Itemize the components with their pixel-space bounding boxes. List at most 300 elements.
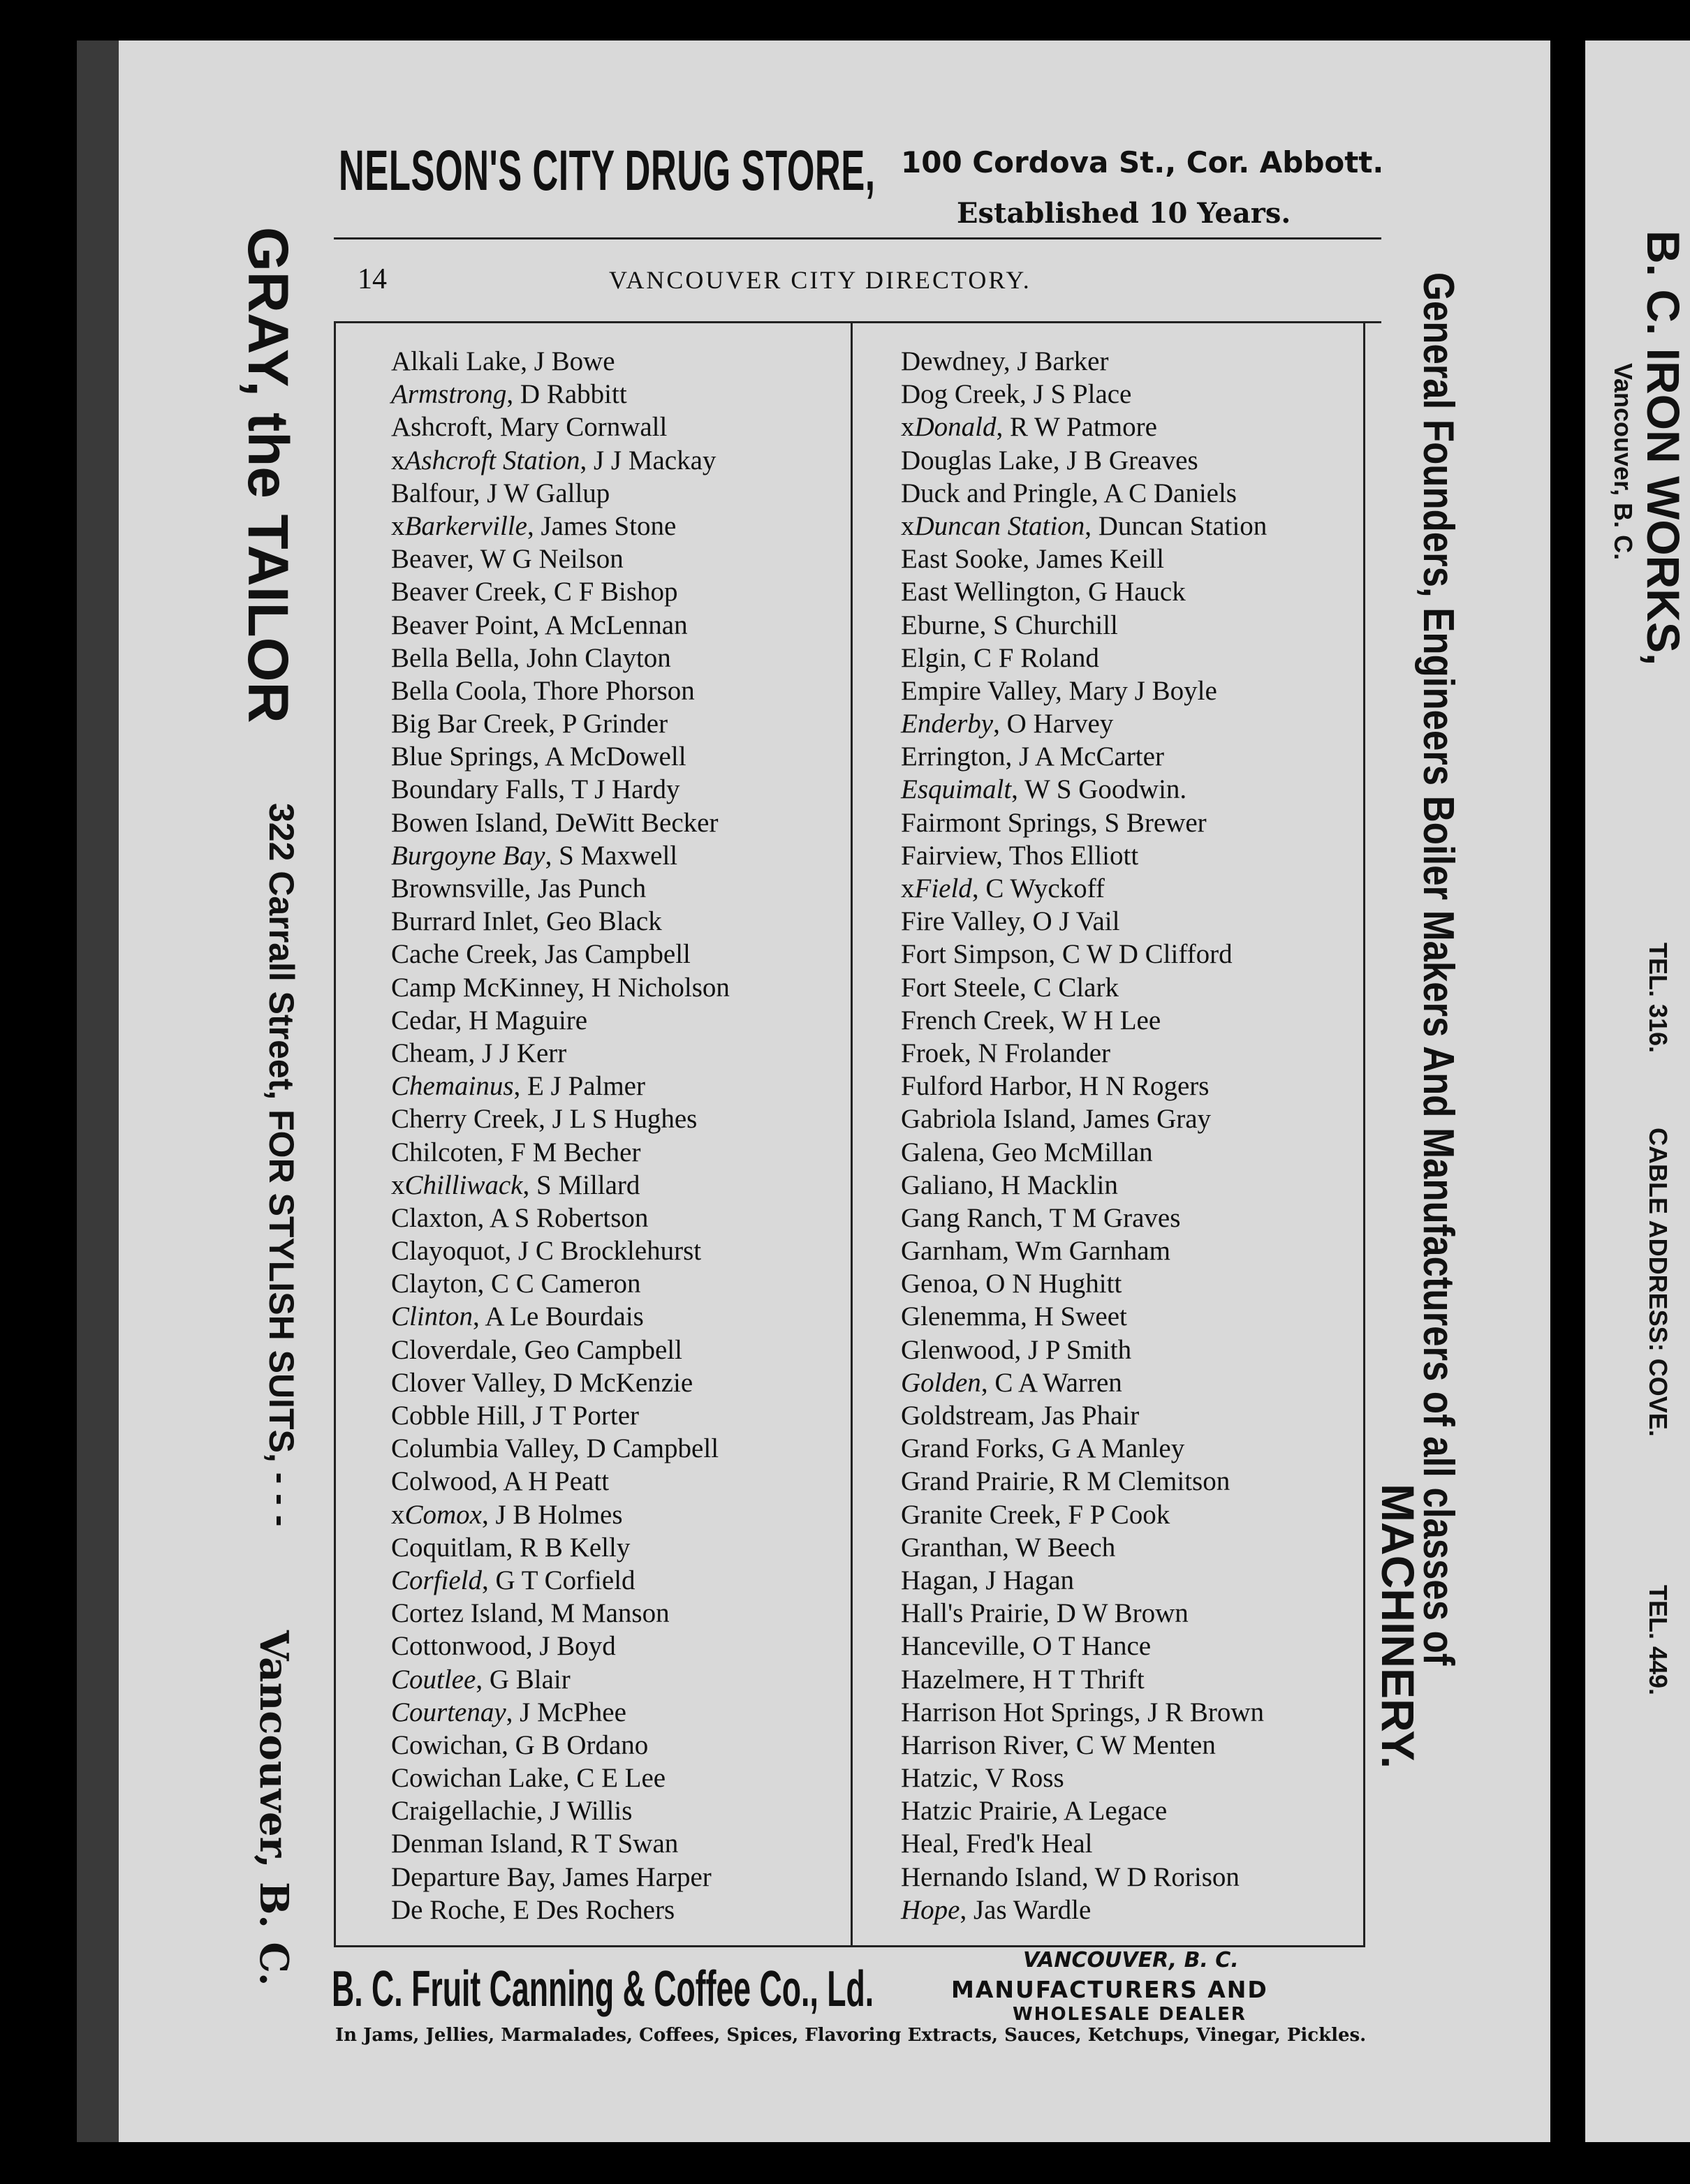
entry-postmaster: H Sweet (1034, 1301, 1127, 1332)
entry-place: Granite Creek (901, 1499, 1055, 1530)
entry-place: Chilliwack (404, 1170, 523, 1200)
entry-place: Hatzic Prairie (901, 1796, 1052, 1827)
entry-place: Cheam (391, 1038, 469, 1068)
entry-postmaster: C E Lee (576, 1763, 666, 1794)
bottom-ad-wholesale: WHOLESALE DEALER (1013, 2004, 1247, 2025)
entry-prefix: x (391, 445, 405, 475)
entry-postmaster: J Bowe (534, 346, 615, 376)
entry-place: Burgoyne Bay (391, 840, 545, 871)
directory-entry: Clinton, A Le Bourdais (391, 1301, 644, 1332)
entry-postmaster: W Beech (1015, 1532, 1116, 1563)
entry-postmaster: D W Brown (1056, 1598, 1189, 1629)
entry-postmaster: S Maxwell (559, 840, 678, 871)
entry-postmaster: A Legace (1063, 1796, 1168, 1827)
entry-postmaster: J J Kerr (481, 1038, 567, 1068)
directory-entry: Heal, Fred'k Heal (901, 1829, 1093, 1859)
entry-place: Empire Valley (901, 675, 1055, 706)
entry-postmaster: Geo Black (546, 906, 662, 937)
directory-entry: Bowen Island, DeWitt Becker (391, 807, 719, 838)
entry-place: Balfour (391, 478, 473, 508)
entry-postmaster: Jas Wardle (973, 1894, 1092, 1925)
entry-postmaster: R B Kelly (520, 1532, 631, 1563)
entry-place: Galena (901, 1137, 978, 1167)
entry-postmaster: O Harvey (1006, 709, 1114, 739)
entry-postmaster: Mary J Boyle (1068, 675, 1217, 706)
entry-postmaster: James Gray (1083, 1104, 1212, 1135)
entry-place: Cottonwood (391, 1631, 526, 1662)
entry-postmaster: James Stone (541, 510, 677, 541)
entry-place: East Sooke (901, 544, 1023, 575)
entry-postmaster: Geo McMillan (991, 1137, 1153, 1167)
entry-postmaster: A McDowell (544, 741, 686, 772)
directory-entry: Cortez Island, M Manson (391, 1598, 670, 1629)
entry-postmaster: John Clayton (526, 642, 671, 673)
entry-place: Craigellachie (391, 1796, 536, 1827)
entry-postmaster: T M Graves (1049, 1202, 1181, 1233)
directory-entry: Esquimalt, W S Goodwin. (901, 774, 1187, 805)
entry-place: Columbia Valley (391, 1433, 573, 1464)
directory-entry: Boundary Falls, T J Hardy (391, 774, 680, 805)
entry-postmaster: D Campbell (586, 1433, 719, 1464)
directory-entry: Harrison Hot Springs, J R Brown (901, 1697, 1265, 1727)
entry-place: Cherry Creek (391, 1104, 539, 1135)
page-number: 14 (358, 263, 387, 295)
entry-prefix: x (391, 1499, 405, 1530)
directory-entry: East Wellington, G Hauck (901, 577, 1186, 607)
entry-postmaster: R T Swan (570, 1829, 679, 1859)
entry-postmaster: S Brewer (1104, 807, 1207, 838)
entry-postmaster: C W D Clifford (1061, 939, 1233, 970)
entry-place: Hernando Island (901, 1861, 1082, 1892)
entry-place: Genoa (901, 1269, 972, 1299)
entry-postmaster: N Frolander (978, 1038, 1111, 1068)
entry-postmaster: O T Hance (1032, 1631, 1152, 1662)
directory-entry: Chilcoten, F M Becher (391, 1137, 641, 1167)
entry-place: Field (914, 873, 972, 903)
entry-place: Clayoquot (391, 1236, 505, 1267)
directory-entry: Fort Simpson, C W D Clifford (901, 939, 1233, 970)
entry-postmaster: J B Greaves (1066, 445, 1198, 475)
directory-entry: Burrard Inlet, Geo Black (391, 906, 662, 937)
entry-place: Dewdney (901, 346, 1004, 376)
directory-entry: Cobble Hill, J T Porter (391, 1401, 639, 1431)
entry-postmaster: J Boyd (539, 1631, 616, 1662)
directory-entry: Hagan, J Hagan (901, 1565, 1075, 1595)
entry-place: Harrison River (901, 1729, 1063, 1760)
entry-postmaster: C W Menten (1075, 1729, 1216, 1760)
bottom-ad-name: B. C. Fruit Canning & Coffee Co., Ld. (332, 1961, 874, 2017)
directory-entry: Departure Bay, James Harper (391, 1861, 712, 1892)
directory-entry: Grand Forks, G A Manley (901, 1433, 1185, 1464)
entry-place: Chemainus (391, 1071, 514, 1102)
entry-postmaster: Wm Garnham (1015, 1236, 1170, 1267)
directory-entry: Galena, Geo McMillan (901, 1137, 1153, 1167)
entry-place: Eburne (901, 610, 980, 640)
entry-place: Donald (914, 412, 997, 443)
directory-entry: Big Bar Creek, P Grinder (391, 709, 668, 739)
entry-place: Fairview (901, 840, 997, 871)
directory-entry: Chemainus, E J Palmer (391, 1071, 645, 1102)
directory-entry: Gabriola Island, James Gray (901, 1104, 1212, 1135)
entry-place: Hanceville (901, 1631, 1019, 1662)
entry-place: Galiano (901, 1170, 987, 1200)
entry-place: Armstrong (391, 379, 507, 410)
entry-place: Bella Bella (391, 642, 513, 673)
entry-place: Hatzic (901, 1763, 972, 1794)
entry-postmaster: W S Goodwin. (1024, 774, 1187, 805)
directory-entry: Eburne, S Churchill (901, 610, 1118, 640)
entry-place: Fort Simpson (901, 939, 1049, 970)
entry-place: Froek (901, 1038, 964, 1068)
entry-place: East Wellington (901, 577, 1075, 607)
strip-telephone-1: TEL. 316. (1644, 943, 1673, 1054)
entry-place: Enderby (901, 709, 994, 739)
entry-postmaster: G Blair (489, 1664, 571, 1695)
directory-entry: Brownsville, Jas Punch (391, 873, 647, 903)
directory-entry: Dog Creek, J S Place (901, 379, 1132, 410)
bottom-ad-manufacturers: MANUFACTURERS AND (951, 1976, 1268, 2003)
directory-entry: Cowichan, G B Ordano (391, 1729, 649, 1760)
entry-place: Bella Coola (391, 675, 521, 706)
directory-entry: Denman Island, R T Swan (391, 1829, 679, 1859)
directory-entry: Empire Valley, Mary J Boyle (901, 675, 1217, 706)
entry-place: Hazelmere (901, 1664, 1019, 1695)
entry-postmaster: E J Palmer (527, 1071, 645, 1102)
directory-entry: Balfour, J W Gallup (391, 478, 610, 508)
directory-entry: Bella Coola, Thore Phorson (391, 675, 695, 706)
entry-postmaster: J McPhee (520, 1697, 626, 1727)
entry-postmaster: James Harper (562, 1861, 712, 1892)
directory-entry: Claxton, A S Robertson (391, 1202, 649, 1233)
entry-prefix: x (391, 1170, 405, 1200)
left-ad-city: Vancouver, B. C. (251, 1630, 297, 1986)
strip-telephone-2: TEL. 449. (1644, 1585, 1673, 1696)
entry-place: Granthan (901, 1532, 1003, 1563)
directory-entry: East Sooke, James Keill (901, 544, 1164, 575)
entry-place: Hope (901, 1894, 960, 1925)
directory-entry: xAshcroft Station, J J Mackay (391, 445, 717, 475)
entry-place: Cowichan (391, 1729, 502, 1760)
directory-entry: Craigellachie, J Willis (391, 1796, 633, 1827)
strip-company-name: B. C. IRON WORKS, (1638, 230, 1689, 666)
entry-place: Denman Island (391, 1829, 557, 1859)
directory-entry: Gang Ranch, T M Graves (901, 1202, 1181, 1233)
entry-postmaster: C Clark (1033, 972, 1119, 1003)
entry-postmaster: A McLennan (544, 610, 688, 640)
directory-entry: Genoa, O N Hughitt (901, 1269, 1122, 1299)
entry-place: Claxton (391, 1202, 478, 1233)
entry-postmaster: J S Place (1033, 379, 1132, 410)
entry-postmaster: Thos Elliott (1008, 840, 1139, 871)
entry-postmaster: W G Neilson (480, 544, 624, 575)
right-ad-machinery: MACHINERY. (1372, 1484, 1424, 1769)
entry-postmaster: J A McCarter (1018, 741, 1164, 772)
directory-entry: Fairview, Thos Elliott (901, 840, 1139, 871)
entry-postmaster: G B Ordano (515, 1729, 649, 1760)
left-ad-main: GRAY, the TAILOR (236, 227, 300, 723)
entry-place: Barkerville (404, 510, 527, 541)
directory-entry: Hazelmere, H T Thrift (901, 1664, 1145, 1695)
directory-entry: Hernando Island, W D Rorison (901, 1861, 1240, 1892)
entry-postmaster: H T Thrift (1032, 1664, 1145, 1695)
entry-postmaster: R M Clemitson (1061, 1466, 1230, 1497)
directory-entry: Beaver, W G Neilson (391, 544, 624, 575)
entry-postmaster: Mary Cornwall (499, 412, 668, 443)
directory-entry: Granthan, W Beech (901, 1532, 1116, 1563)
entry-postmaster: F M Becher (510, 1137, 641, 1167)
entry-postmaster: Jas Punch (538, 873, 647, 903)
entry-postmaster: G T Corfield (495, 1565, 635, 1595)
entry-postmaster: Duncan Station (1098, 510, 1268, 541)
entry-place: Cowichan Lake (391, 1763, 563, 1794)
header-rule (334, 237, 1381, 239)
entry-prefix: x (901, 510, 915, 541)
entry-postmaster: F P Cook (1068, 1499, 1170, 1530)
entry-postmaster: Fred'k Heal (966, 1829, 1093, 1859)
page-left-edge (77, 40, 119, 2142)
entry-postmaster: C A Warren (994, 1367, 1122, 1398)
frame-right (1363, 323, 1365, 1947)
entry-place: Clinton (391, 1301, 473, 1332)
directory-entry: Fulford Harbor, H N Rogers (901, 1071, 1210, 1102)
entry-place: Colwood (391, 1466, 492, 1497)
directory-entry: xComox, J B Holmes (391, 1499, 623, 1530)
directory-entry: xBarkerville, James Stone (391, 510, 677, 541)
entry-place: Harrison Hot Springs (901, 1697, 1134, 1727)
directory-entry: Cedar, H Maguire (391, 1005, 588, 1035)
left-ad-address: 322 Carrall Street, FOR STYLISH SUITS, - - - (262, 803, 301, 1527)
entry-postmaster: O J Vail (1032, 906, 1120, 937)
directory-entry: Bella Bella, John Clayton (391, 642, 671, 673)
entry-prefix: x (901, 873, 915, 903)
entry-place: Glenwood (901, 1334, 1015, 1365)
entry-place: Cloverdale (391, 1334, 511, 1365)
entry-postmaster: J P Smith (1027, 1334, 1132, 1365)
entry-place: Beaver Creek (391, 577, 541, 607)
entry-postmaster: Jas Phair (1041, 1401, 1140, 1431)
entry-postmaster: J Willis (550, 1796, 633, 1827)
entry-postmaster: D McKenzie (552, 1367, 693, 1398)
directory-entry: Hall's Prairie, D W Brown (901, 1598, 1189, 1629)
entry-postmaster: G A Manley (1051, 1433, 1185, 1464)
directory-entry: Dewdney, J Barker (901, 346, 1109, 376)
column-divider (851, 323, 853, 1947)
directory-entry: Grand Prairie, R M Clemitson (901, 1466, 1230, 1497)
entry-postmaster: J B Holmes (495, 1499, 623, 1530)
entry-postmaster: O N Hughitt (985, 1269, 1122, 1299)
entry-postmaster: W D Rorison (1094, 1861, 1240, 1892)
entry-place: Corfield (391, 1565, 483, 1595)
directory-entry: Hatzic Prairie, A Legace (901, 1796, 1168, 1827)
frame-left (334, 323, 336, 1947)
right-ad-main: General Founders, Engineers Boiler Makers And Manufacturers of all classes of (1414, 272, 1462, 1666)
directory-entry: Galiano, H Macklin (901, 1170, 1118, 1200)
entry-prefix: x (391, 510, 405, 541)
directory-entry: Cottonwood, J Boyd (391, 1631, 616, 1662)
entry-postmaster: J Hagan (985, 1565, 1075, 1595)
entry-place: Duck and Pringle (901, 478, 1092, 508)
directory-entry: Douglas Lake, J B Greaves (901, 445, 1198, 475)
entry-place: Departure Bay (391, 1861, 549, 1892)
entry-place: Fire Valley (901, 906, 1019, 937)
directory-entry: Granite Creek, F P Cook (901, 1499, 1170, 1530)
directory-entry: Clayton, C C Cameron (391, 1269, 641, 1299)
entry-postmaster: Geo Campbell (524, 1334, 682, 1365)
entry-postmaster: C F Roland (973, 642, 1099, 673)
directory-entry: Hope, Jas Wardle (901, 1894, 1092, 1925)
directory-entry: xDonald, R W Patmore (901, 412, 1157, 443)
entry-postmaster: H Macklin (1000, 1170, 1118, 1200)
entry-place: Gang Ranch (901, 1202, 1036, 1233)
entry-place: Comox (404, 1499, 482, 1530)
entry-postmaster: J T Porter (532, 1401, 639, 1431)
directory-entry: Harrison River, C W Menten (901, 1729, 1216, 1760)
top-ad-established: Established 10 Years. (957, 197, 1291, 230)
directory-entry: xChilliwack, S Millard (391, 1170, 640, 1200)
bottom-ad-city: VANCOUVER, B. C. (1023, 1948, 1239, 1972)
directory-entry: Corfield, G T Corfield (391, 1565, 635, 1595)
entry-postmaster: T J Hardy (571, 774, 680, 805)
entry-place: Glenemma (901, 1301, 1021, 1332)
entry-place: Clover Valley (391, 1367, 540, 1398)
entry-postmaster: D Rabbitt (520, 379, 627, 410)
directory-entry: Cherry Creek, J L S Hughes (391, 1104, 698, 1135)
entry-postmaster: J Barker (1017, 346, 1109, 376)
entry-postmaster: J J Mackay (593, 445, 717, 475)
entry-postmaster: J C Brocklehurst (518, 1236, 702, 1267)
entry-postmaster: J R Brown (1147, 1697, 1265, 1727)
entry-place: Cedar (391, 1005, 455, 1035)
entry-place: Hagan (901, 1565, 972, 1595)
strip-cable-address: CABLE ADDRESS: COVE. (1644, 1128, 1673, 1437)
frame-bottom (334, 1945, 1365, 1947)
entry-postmaster: R W Patmore (1010, 412, 1157, 443)
entry-place: Chilcoten (391, 1137, 497, 1167)
entry-place: Esquimalt (901, 774, 1012, 805)
entry-postmaster: P Grinder (561, 709, 668, 739)
entry-place: Goldstream (901, 1401, 1028, 1431)
right-column (901, 345, 1267, 1926)
directory-entry: De Roche, E Des Rochers (391, 1894, 675, 1925)
directory-entry: Ashcroft, Mary Cornwall (391, 412, 668, 443)
entry-place: Elgin (901, 642, 960, 673)
directory-entry: Cache Creek, Jas Campbell (391, 939, 691, 970)
entry-place: Clayton (391, 1269, 478, 1299)
entry-postmaster: J L S Hughes (552, 1104, 698, 1135)
directory-entry: Blue Springs, A McDowell (391, 741, 686, 772)
entry-place: Ashcroft Station (404, 445, 580, 475)
entry-place: Garnham (901, 1236, 1003, 1267)
directory-entry: xDuncan Station, Duncan Station (901, 510, 1268, 541)
entry-place: Blue Springs (391, 741, 533, 772)
entry-postmaster: A Le Bourdais (485, 1301, 644, 1332)
directory-entry: Fort Steele, C Clark (901, 972, 1119, 1003)
directory-entry: Burgoyne Bay, S Maxwell (391, 840, 678, 871)
directory-entry: Courtenay, J McPhee (391, 1697, 626, 1727)
directory-entry: xField, C Wyckoff (901, 873, 1105, 903)
bottom-ad-products: In Jams, Jellies, Marmalades, Coffees, Spices, Flavoring Extracts, Sauces, Ketchups, Vinegar, Pickles. (335, 2025, 1367, 2046)
entry-place: Heal (901, 1829, 953, 1859)
entry-place: Brownsville (391, 873, 524, 903)
entry-postmaster: C F Bishop (553, 577, 678, 607)
directory-entry: Clayoquot, J C Brocklehurst (391, 1236, 702, 1267)
entry-place: Douglas Lake (901, 445, 1053, 475)
entry-postmaster: DeWitt Becker (555, 807, 719, 838)
entry-postmaster: W H Lee (1061, 1005, 1161, 1035)
directory-entry: Cheam, J J Kerr (391, 1038, 567, 1068)
entry-place: Beaver Point (391, 610, 533, 640)
entry-place: French Creek (901, 1005, 1049, 1035)
entry-place: Ashcroft (391, 412, 487, 443)
entry-place: Burrard Inlet (391, 906, 533, 937)
entry-postmaster: E Des Rochers (513, 1894, 675, 1925)
entry-place: Hall's Prairie (901, 1598, 1043, 1629)
entry-place: Big Bar Creek (391, 709, 549, 739)
entry-postmaster: C C Cameron (491, 1269, 641, 1299)
directory-entry: French Creek, W H Lee (901, 1005, 1161, 1035)
entry-postmaster: H Nicholson (591, 972, 730, 1003)
entry-place: Dog Creek (901, 379, 1020, 410)
directory-entry: Fire Valley, O J Vail (901, 906, 1120, 937)
entry-postmaster: J W Gallup (487, 478, 610, 508)
entry-place: Alkali Lake (391, 346, 521, 376)
directory-entry: Fairmont Springs, S Brewer (901, 807, 1207, 838)
entry-place: Coutlee (391, 1664, 476, 1695)
directory-entry: Enderby, O Harvey (901, 709, 1114, 739)
entry-place: Duncan Station (914, 510, 1085, 541)
entry-place: Cortez Island (391, 1598, 538, 1629)
entry-place: Grand Prairie (901, 1466, 1049, 1497)
entry-postmaster: G Hauck (1088, 577, 1186, 607)
entry-place: Courtenay (391, 1697, 506, 1727)
directory-entry: Armstrong, D Rabbitt (391, 379, 627, 410)
entry-postmaster: C Wyckoff (985, 873, 1105, 903)
entry-postmaster: Jas Campbell (544, 939, 691, 970)
directory-entry: Garnham, Wm Garnham (901, 1236, 1170, 1267)
directory-entry: Glenwood, J P Smith (901, 1334, 1132, 1365)
directory-entry: Colwood, A H Peatt (391, 1466, 610, 1497)
entry-place: Grand Forks (901, 1433, 1038, 1464)
directory-entry: Coquitlam, R B Kelly (391, 1532, 631, 1563)
entry-postmaster: A H Peatt (503, 1466, 610, 1497)
entry-postmaster: James Keill (1036, 544, 1164, 575)
entry-postmaster: S Churchill (993, 610, 1118, 640)
top-ad-name: NELSON'S CITY DRUG STORE, (339, 139, 876, 202)
entry-place: Golden (901, 1367, 981, 1398)
directory-entry: Clover Valley, D McKenzie (391, 1367, 693, 1398)
entry-postmaster: H N Rogers (1079, 1071, 1210, 1102)
entry-place: Cache Creek (391, 939, 531, 970)
entry-place: Boundary Falls (391, 774, 559, 805)
entry-place: Coquitlam (391, 1532, 506, 1563)
directory-entry: Camp McKinney, H Nicholson (391, 972, 730, 1003)
entry-postmaster: A S Robertson (489, 1202, 649, 1233)
strip-city: Vancouver, B. C. (1609, 363, 1638, 561)
entry-place: Errington (901, 741, 1006, 772)
entry-postmaster: M Manson (550, 1598, 670, 1629)
directory-entry: Columbia Valley, D Campbell (391, 1433, 719, 1464)
entry-place: Beaver (391, 544, 467, 575)
directory-entry: Golden, C A Warren (901, 1367, 1122, 1398)
directory-entry: Duck and Pringle, A C Daniels (901, 478, 1237, 508)
entry-place: Cobble Hill (391, 1401, 520, 1431)
entry-postmaster: A C Daniels (1103, 478, 1237, 508)
directory-entry: Hanceville, O T Hance (901, 1631, 1152, 1662)
entry-place: Bowen Island (391, 807, 542, 838)
directory-entry: Beaver Point, A McLennan (391, 610, 688, 640)
entry-postmaster: H Maguire (469, 1005, 588, 1035)
directory-entry: Froek, N Frolander (901, 1038, 1111, 1068)
